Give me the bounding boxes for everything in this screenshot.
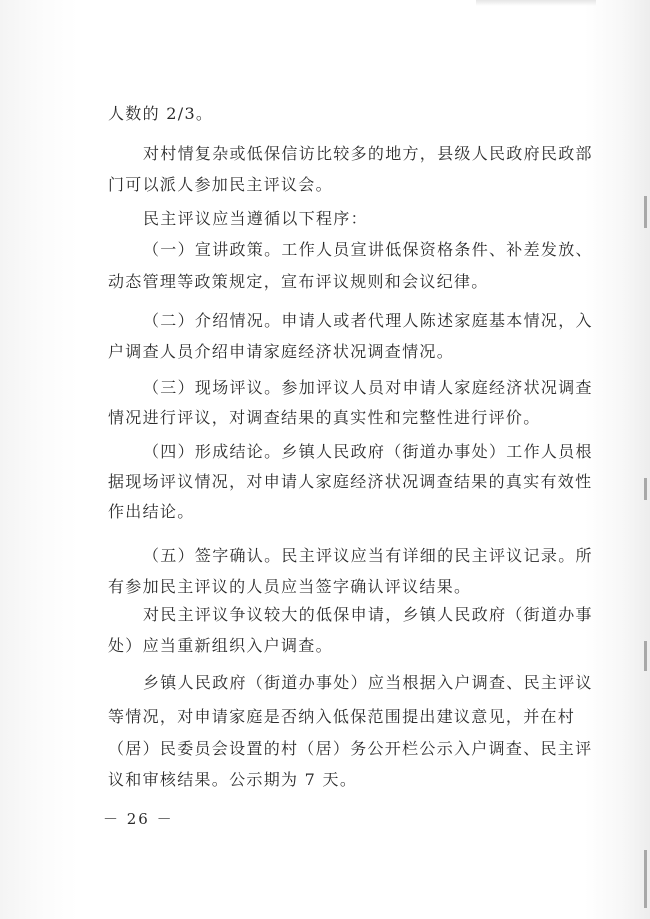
text-line: （四）形成结论。乡镇人民政府（街道办事处）工作人员根 xyxy=(143,442,593,461)
text-line: 门可以派人参加民主评议会。 xyxy=(108,175,333,194)
text-line: 人数的 2/3。 xyxy=(108,104,214,123)
text-line: 等情况，对申请家庭是否纳入低保范围提出建议意见，并在村 xyxy=(108,707,576,726)
text-line: 动态管理等政策规定，宣布评议规则和会议纪律。 xyxy=(108,272,489,291)
text-line: （三）现场评议。参加评议人员对申请人家庭经济状况调查 xyxy=(143,378,593,397)
text-line: 对村情复杂或低保信访比较多的地方，县级人民政府民政部 xyxy=(143,144,593,163)
text-line: 对民主评议争议较大的低保申请，乡镇人民政府（街道办事 xyxy=(143,605,593,624)
text-line: 户调查人员介绍申请家庭经济状况调查情况。 xyxy=(108,342,455,361)
page-number: － 26 － xyxy=(103,810,174,828)
text-line: （五）签字确认。民主评议应当有详细的民主评议记录。所 xyxy=(143,546,593,565)
text-line: 乡镇人民政府（街道办事处）应当根据入户调查、民主评议 xyxy=(143,673,593,692)
text-line: 情况进行评议，对调查结果的真实性和完整性进行评价。 xyxy=(108,408,541,427)
text-line: 议和审核结果。公示期为 7 天。 xyxy=(108,770,358,789)
text-line: 作出结论。 xyxy=(108,502,195,521)
text-line: 有参加民主评议的人员应当签字确认评议结果。 xyxy=(108,577,472,596)
text-line: 据现场评议情况，对申请人家庭经济状况调查结果的真实有效性 xyxy=(108,472,593,491)
text-line: （居）民委员会设置的村（居）务公开栏公示入户调查、民主评 xyxy=(108,739,593,758)
text-line: 处）应当重新组织入户调查。 xyxy=(108,636,333,655)
text-line: （二）介绍情况。申请人或者代理人陈述家庭基本情况，入 xyxy=(143,311,593,330)
text-line: 民主评议应当遵循以下程序： xyxy=(143,209,368,228)
text-line: （一）宣讲政策。工作人员宣讲低保资格条件、补差发放、 xyxy=(143,240,593,259)
